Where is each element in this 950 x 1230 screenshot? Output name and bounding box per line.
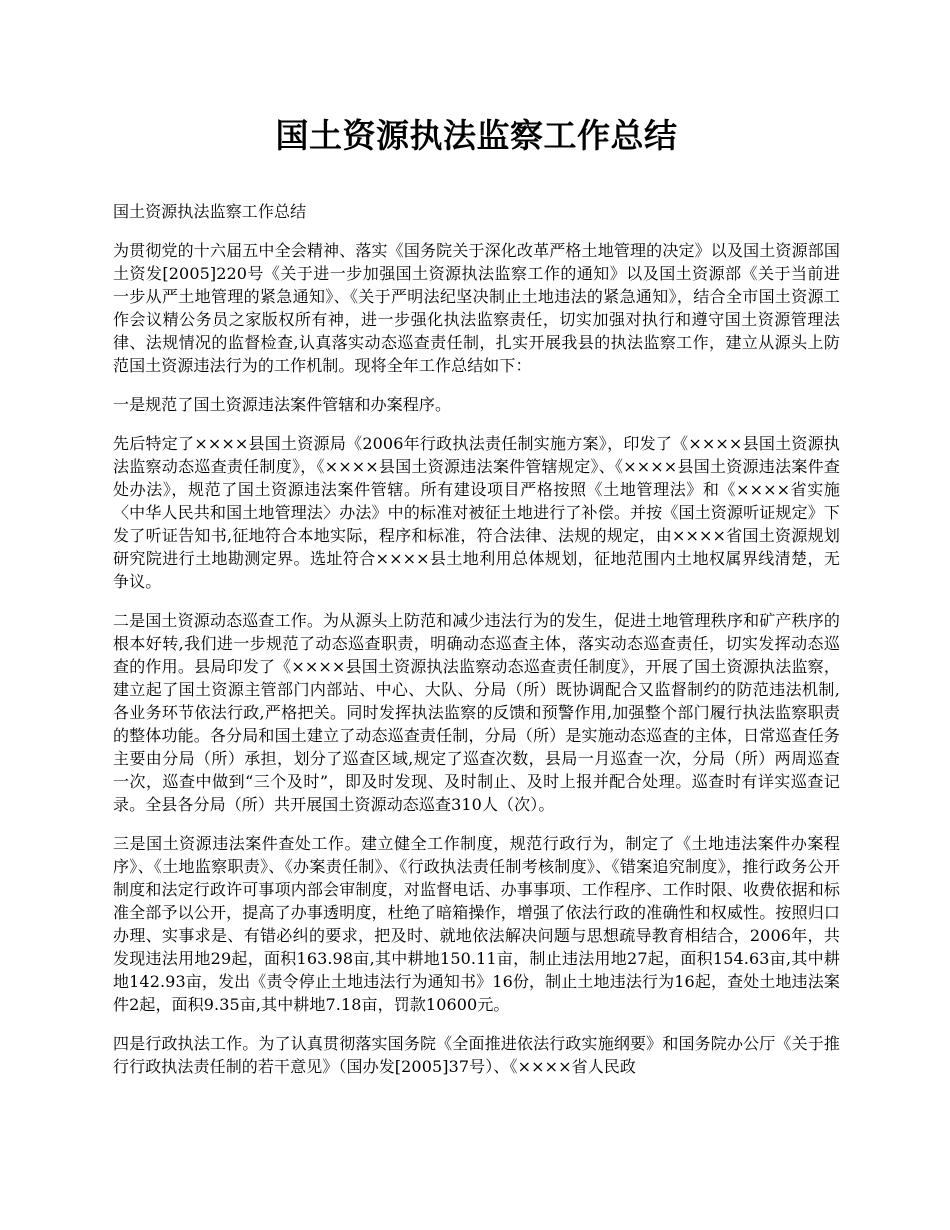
section-three-paragraph: 三是国土资源违法案件查处工作。建立健全工作制度，规范行政行为，制定了《土地违法案件办案程序》、《土地监察职责》、《办案责任制》、《行政执法责任制考核制度》、《错案追究制度》，推行政务公开制度和法定行政许可事项内部会审制度，对监督电话、办事事项、工作程序、工作时限、收费依据和标准全部予以公开，提高了办事透明度，杜绝了暗箱操作，增强了依法行政的准确性和权威性。按照归口办理、实事求是、有错必纠的要求，把及时、就地依法解决问题与思想疏导教育相结合，2006年，共发现违法用地29起，面积163.98亩,其中耕地150.11亩，制止违法用地27起，面积154.63亩,其中耕地142.93亩，发出《责令停止土地违法行为通知书》16份，制止土地违法行为16起，查处土地违法案件2起，面积9.35亩,其中耕地7.18亩，罚款10600元。 <box>113 834 840 1014</box>
section-four-paragraph: 四是行政执法工作。为了认真贯彻落实国务院《全面推进依法行政实施纲要》和国务院办公厅《关于推行行政执法责任制的若干意见》（国办发[2005]37号）、《××××省人民政 <box>113 1034 840 1076</box>
section-one-heading: 一是规范了国土资源违法案件管辖和办案程序。 <box>113 395 452 414</box>
section-one-paragraph: 先后特定了××××县国土资源局《2006年行政执法责任制实施方案》，印发了《××××县国土资源执法监察动态巡查责任制度》，《××××县国土资源违法案件管辖规定》、《××××县国土资源违法案件查处办法》，规范了国土资源违法案件管辖。所有建设项目严格按照《土地管理法》和《××××省实施〈中华人民共和国土地管理法〉办法》中的标准对被征土地进行了补偿。并按《国土资源听证规定》下发了听证告知书,征地符合本地实际，程序和标准，符合法律、法规的规定，由××××省国土资源规划研究院进行土地勘测定界。选址符合××××县土地利用总体规划，征地范围内土地权属界线清楚，无争议。 <box>113 434 840 591</box>
document-title: 国土资源执法监察工作总结 <box>275 116 678 155</box>
intro-paragraph: 为贯彻党的十六届五中全会精神、落实《国务院关于深化改革严格土地管理的决定》以及国土资源部国土资发[2005]220号《关于进一步加强国土资源执法监察工作的通知》以及国土资源部《关于当前进一步从严土地管理的紧急通知》、《关于严明法纪坚决制止土地违法的紧急通知》，结合全市国土资源工作会议精公务员之家版权所有神，进一步强化执法监察责任，切实加强对执行和遵守国土资源管理法律、法规情况的监督检查,认真落实动态巡查责任制，扎实开展我县的执法监察工作，建立从源头上防范国土资源违法行为的工作机制。现将全年工作总结如下： <box>113 241 840 375</box>
section-two-paragraph: 二是国土资源动态巡查工作。为从源头上防范和减少违法行为的发生，促进土地管理秩序和矿产秩序的根本好转,我们进一步规范了动态巡查职责，明确动态巡查主体，落实动态巡查责任，切实发挥动态巡查的作用。县局印发了《××××县国土资源执法监察动态巡查责任制度》，开展了国土资源执法监察，建立起了国土资源主管部门内部站、中心、大队、分局（所）既协调配合又监督制约的防范违法机制,各业务环节依法行政,严格把关。同时发挥执法监察的反馈和预警作用,加强整个部门履行执法监察职责的整体功能。各分局和国土建立了动态巡查责任制，分局（所）是实施动态巡查的主体，日常巡查任务主要由分局（所）承担，划分了巡查区域,规定了巡查次数，县局一月巡查一次，分局（所）两周巡查一次，巡查中做到“三个及时”，即及时发现、及时制止、及时上报并配合处理。巡查时有详实巡查记录。全县各分局（所）共开展国土资源动态巡查310人（次）。 <box>113 611 840 814</box>
document-subtitle: 国土资源执法监察工作总结 <box>113 202 307 221</box>
document-page <box>113 112 840 1094</box>
